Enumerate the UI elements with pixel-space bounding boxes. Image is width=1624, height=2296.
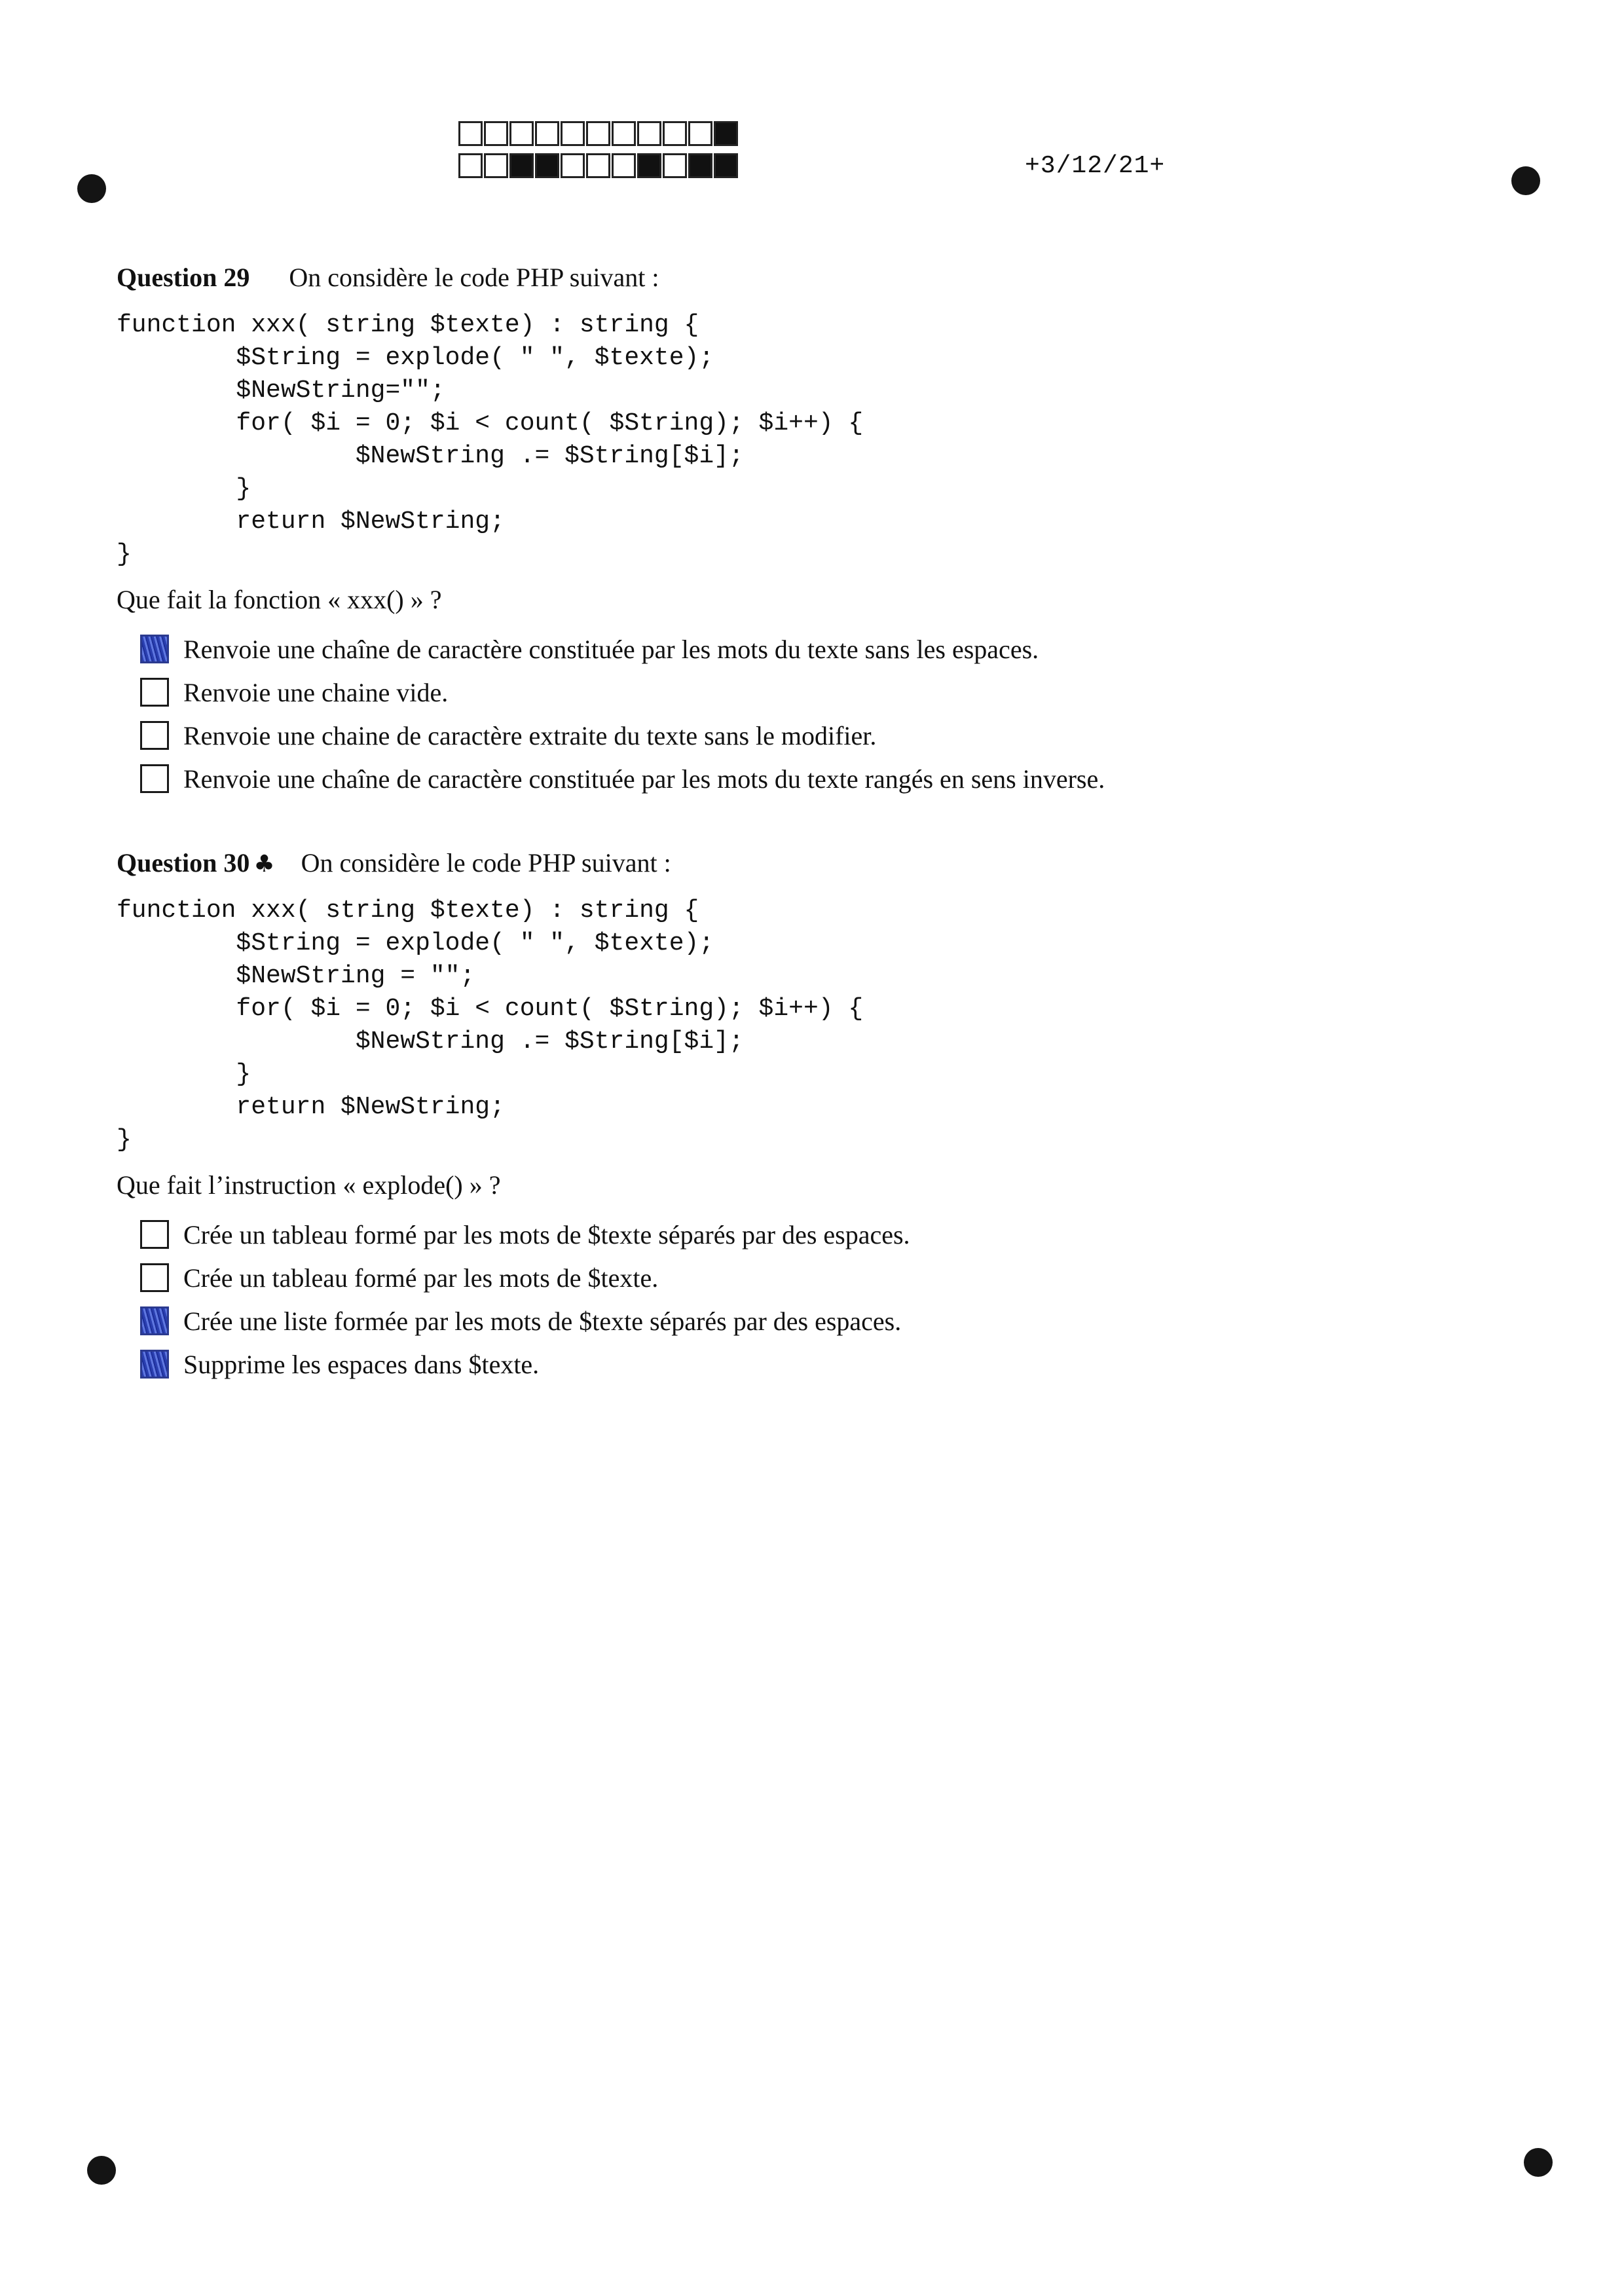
question-prompt: Que fait la fonction « xxx() » ? bbox=[117, 585, 442, 614]
code-line: $NewString .= $String[$i]; bbox=[117, 442, 744, 470]
barcode-cell bbox=[535, 153, 559, 178]
barcode-cell bbox=[612, 121, 636, 146]
answer-list bbox=[140, 1213, 1492, 1386]
code-line: } bbox=[117, 540, 132, 568]
barcode-cell bbox=[663, 121, 687, 146]
question-30 bbox=[117, 846, 1492, 1386]
answer-checkbox[interactable] bbox=[140, 1263, 169, 1292]
answer-text: Crée un tableau formé par les mots de $texte séparés par des espaces. bbox=[183, 1219, 910, 1250]
answer-checkbox[interactable] bbox=[140, 1306, 169, 1335]
answer-checkbox[interactable] bbox=[140, 1220, 169, 1249]
barcode-cell bbox=[688, 121, 712, 146]
answer-checkbox[interactable] bbox=[140, 678, 169, 707]
code-line: for( $i = 0; $i < count( $String); $i++) { bbox=[117, 995, 864, 1023]
answer-option bbox=[140, 1299, 1492, 1342]
answer-text: Crée une liste formée par les mots de $texte séparés par des espaces. bbox=[183, 1306, 902, 1336]
answer-option bbox=[140, 757, 1492, 800]
answer-option bbox=[140, 671, 1492, 714]
php-code-block bbox=[117, 895, 1492, 1157]
barcode-cell bbox=[688, 153, 712, 178]
answer-option bbox=[140, 1213, 1492, 1256]
question-29 bbox=[117, 261, 1492, 800]
barcode-cell bbox=[458, 121, 483, 146]
answer-checkbox[interactable] bbox=[140, 635, 169, 663]
sheet-id: +3/12/21+ bbox=[1025, 152, 1166, 180]
corner-mark-bottom-left bbox=[87, 2156, 116, 2185]
barcode-cell bbox=[586, 121, 610, 146]
barcode-cell bbox=[509, 121, 534, 146]
barcode-cell bbox=[714, 153, 738, 178]
barcode-cell bbox=[509, 153, 534, 178]
barcode-cell bbox=[663, 153, 687, 178]
answer-option bbox=[140, 1256, 1492, 1299]
answer-text: Renvoie une chaîne de caractère constituée par les mots du texte sans les espaces. bbox=[183, 634, 1039, 664]
barcode-row-top bbox=[458, 121, 739, 146]
question-header bbox=[117, 846, 1492, 880]
code-line: $String = explode( " ", $texte); bbox=[117, 929, 714, 957]
question-title: Question 29 bbox=[117, 263, 250, 292]
barcode-cell bbox=[484, 121, 508, 146]
code-line: } bbox=[117, 475, 251, 503]
answer-option bbox=[140, 714, 1492, 757]
corner-mark-top-right bbox=[1511, 166, 1540, 195]
answer-text: Renvoie une chaine de caractère extraite du texte sans le modifier. bbox=[183, 720, 877, 750]
barcode-cell bbox=[484, 153, 508, 178]
code-line: return $NewString; bbox=[117, 508, 505, 536]
barcode-cell bbox=[637, 121, 661, 146]
answer-checkbox[interactable] bbox=[140, 1350, 169, 1379]
answer-option bbox=[140, 1342, 1492, 1386]
answer-list bbox=[140, 627, 1492, 800]
code-line: return $NewString; bbox=[117, 1093, 505, 1121]
code-line: $String = explode( " ", $texte); bbox=[117, 344, 714, 372]
barcode-cell bbox=[458, 153, 483, 178]
code-line: $NewString=""; bbox=[117, 377, 445, 405]
barcode-cell bbox=[612, 153, 636, 178]
code-line: function xxx( string $texte) : string { bbox=[117, 311, 699, 339]
answer-text: Crée un tableau formé par les mots de $texte. bbox=[183, 1263, 659, 1293]
code-line: for( $i = 0; $i < count( $String); $i++) { bbox=[117, 409, 864, 437]
code-line: function xxx( string $texte) : string { bbox=[117, 897, 699, 925]
answer-text: Supprime les espaces dans $texte. bbox=[183, 1349, 540, 1379]
question-intro: On considère le code PHP suivant : bbox=[289, 263, 659, 292]
barcode-cell bbox=[637, 153, 661, 178]
code-line: $NewString = ""; bbox=[117, 962, 475, 990]
barcode-row-bottom bbox=[458, 153, 739, 178]
question-prompt: Que fait l’instruction « explode() » ? bbox=[117, 1170, 501, 1200]
barcode-cell bbox=[535, 121, 559, 146]
php-code-block bbox=[117, 309, 1492, 571]
question-title: Question 30 bbox=[117, 848, 250, 878]
barcode-cell bbox=[561, 121, 585, 146]
barcode-cell bbox=[561, 153, 585, 178]
code-line: } bbox=[117, 1126, 132, 1154]
answer-text: Renvoie une chaîne de caractère constituée par les mots du texte rangés en sens inverse. bbox=[183, 764, 1105, 794]
answer-checkbox[interactable] bbox=[140, 764, 169, 793]
corner-mark-bottom-right bbox=[1524, 2148, 1553, 2177]
answer-checkbox[interactable] bbox=[140, 721, 169, 750]
code-line: } bbox=[117, 1060, 251, 1088]
question-header bbox=[117, 261, 1492, 295]
code-line: $NewString .= $String[$i]; bbox=[117, 1028, 744, 1056]
question-intro: On considère le code PHP suivant : bbox=[301, 848, 671, 878]
club-icon: ♣ bbox=[253, 851, 275, 878]
barcode-cell bbox=[586, 153, 610, 178]
corner-mark-top-left bbox=[77, 174, 106, 203]
answer-option bbox=[140, 627, 1492, 671]
answer-text: Renvoie une chaine vide. bbox=[183, 677, 449, 707]
barcode-cell bbox=[714, 121, 738, 146]
